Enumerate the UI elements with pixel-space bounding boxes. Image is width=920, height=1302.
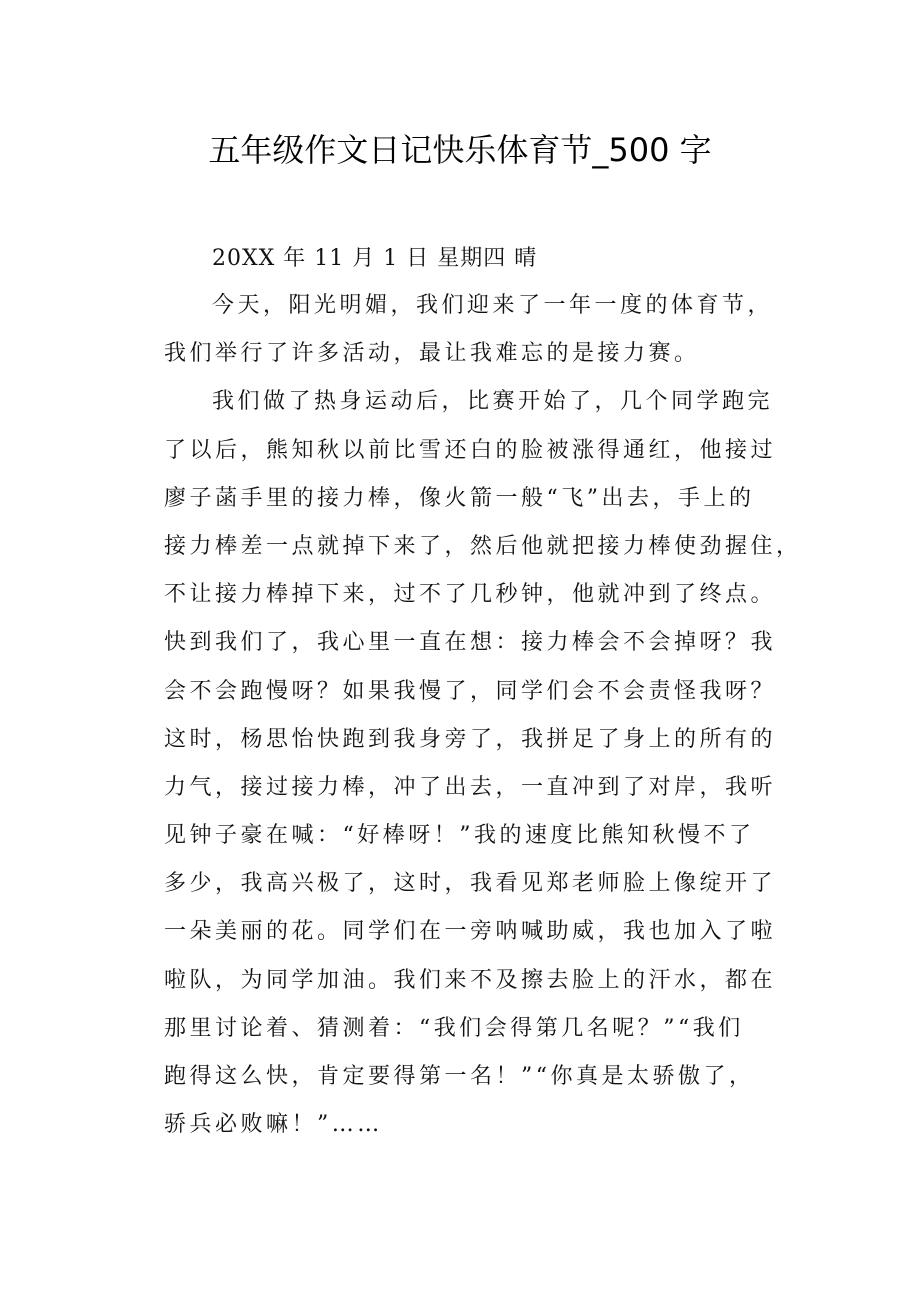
- paragraph-2-line-6: 快到我们了，我心里一直在想：接力棒会不会掉呀？我: [164, 630, 777, 656]
- paragraph-2-line-1: 我们做了热身运动后，比赛开始了，几个同学跑完: [212, 389, 774, 415]
- paragraph-2-line-4: 接力棒差一点就掉下来了，然后他就把接力棒使劲握住，: [164, 533, 802, 559]
- document-body: [164, 241, 802, 1155]
- paragraph-1-line-2: 我们举行了许多活动，最让我难忘的是接力赛。: [164, 341, 700, 367]
- paragraph-2-line-2: 了以后，熊知秋以前比雪还白的脸被涨得通红，他接过: [164, 437, 777, 463]
- paragraph-2-line-7: 会不会跑慢呀？如果我慢了，同学们会不会责怪我呀？: [164, 678, 777, 704]
- paragraph-2-line-3: 廖子菡手里的接力棒，像火箭一般“飞”出去，手上的: [164, 485, 755, 511]
- date-line: 20XX 年 11 月 1 日 星期四 晴: [212, 246, 538, 271]
- paragraph-2-line-16: 骄兵必败嘛！”……: [164, 1112, 383, 1138]
- paragraph-2-line-13: 啦队，为同学加油。我们来不及擦去脸上的汗水，都在: [164, 967, 777, 993]
- paragraph-2-line-12: 一朵美丽的花。同学们在一旁呐喊助威，我也加入了啦: [164, 919, 777, 945]
- paragraph-2-line-8: 这时，杨思怡快跑到我身旁了，我拼足了身上的所有的: [164, 726, 777, 752]
- paragraph-2-line-14: 那里讨论着、猜测着：“我们会得第几名呢？”“我们: [164, 1015, 744, 1041]
- document-title: 五年级作文日记快乐体育节_500 字: [208, 131, 712, 169]
- paragraph-2-line-11: 多少，我高兴极了，这时，我看见郑老师脸上像绽开了: [164, 871, 777, 897]
- paragraph-2-line-15: 跑得这么快，肯定要得第一名！”“你真是太骄傲了，: [164, 1064, 755, 1089]
- paragraph-1-line-1: 今天，阳光明媚，我们迎来了一年一度的体育节，: [212, 293, 774, 318]
- paragraph-2-line-10: 见钟子豪在喊：“好棒呀！”我的速度比熊知秋慢不了: [164, 823, 755, 849]
- paragraph-2-line-9: 力气，接过接力棒，冲了出去，一直冲到了对岸，我听: [164, 774, 777, 800]
- paragraph-2-line-5: 不让接力棒掉下来，过不了几秒钟，他就冲到了终点。: [164, 582, 777, 608]
